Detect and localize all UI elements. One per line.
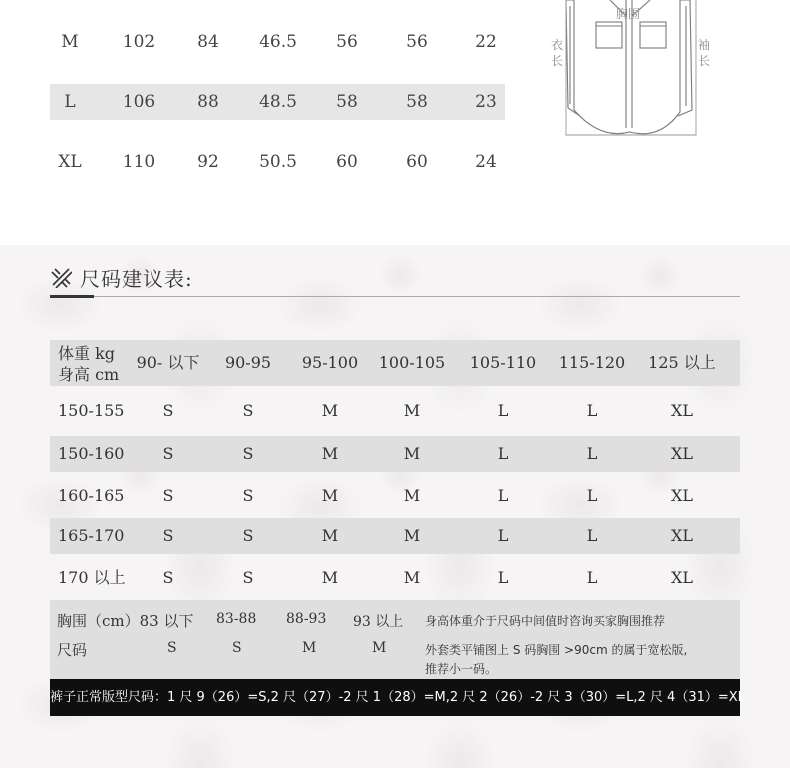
recommendation-row [50, 390, 740, 432]
measurement-cell: 92 [197, 152, 219, 172]
note-line-2: 外套类平铺图上 S 码胸围 >90cm 的属于宽松版, [425, 643, 688, 657]
size-cell: M [321, 526, 339, 545]
section-title [50, 262, 193, 292]
size-cell: L [497, 568, 509, 587]
weight-header: 105-110 [469, 353, 537, 372]
measurement-cell: 60 [336, 152, 358, 172]
measurement-cell: 58 [336, 92, 358, 112]
chest-size-value: M [372, 640, 387, 656]
size-cell: L [586, 486, 598, 505]
height-cell: 160-165 [58, 486, 125, 505]
measurement-section [0, 0, 790, 245]
chest-value: 93 以上 [353, 614, 404, 630]
measurement-cell: 88 [197, 92, 219, 112]
chest-size-value: S [167, 640, 177, 656]
size-cell: L [497, 444, 509, 463]
size-cell: L [64, 92, 76, 112]
size-cell: M [321, 568, 339, 587]
measurement-row [50, 24, 505, 60]
note-line-1: 身高体重介于尺码中间值时咨询买家胸围推荐 [425, 614, 666, 628]
size-cell: XL [670, 401, 693, 420]
measurement-cell: 110 [122, 152, 156, 172]
height-cell: 170 以上 [58, 568, 126, 587]
size-cell: M [403, 568, 421, 587]
size-cell: L [586, 444, 598, 463]
size-cell: S [242, 486, 254, 505]
size-label: 尺码 [57, 641, 88, 659]
size-cell: XL [670, 444, 693, 463]
size-cell: S [242, 401, 254, 420]
chest-label: 胸围 [616, 7, 641, 21]
size-cell: L [586, 568, 598, 587]
weight-header: 90-95 [224, 353, 272, 372]
chest-size-value: S [232, 640, 242, 656]
size-cell: S [162, 444, 174, 463]
chest-size-block [50, 600, 740, 679]
size-cell: S [162, 568, 174, 587]
measurement-cell: 60 [406, 152, 428, 172]
size-cell: M [403, 526, 421, 545]
header-height-label: 身高 cm [58, 365, 120, 384]
weight-header: 125 以上 [648, 353, 716, 372]
recommendation-row [50, 518, 740, 554]
note-line-3: 推荐小一码。 [425, 662, 498, 676]
sleeve-label-1: 袖 [698, 38, 711, 52]
weight-header: 90- 以下 [136, 353, 200, 372]
header-weight-label: 体重 kg [58, 344, 116, 363]
size-cell: S [242, 444, 254, 463]
size-cell: XL [58, 152, 82, 172]
sleeve-label-2: 长 [698, 54, 711, 68]
size-cell: S [162, 486, 174, 505]
measurement-row [50, 144, 505, 180]
height-cell: 165-170 [58, 526, 125, 545]
size-cell: M [403, 444, 421, 463]
weight-header: 100-105 [378, 353, 446, 372]
measurement-cell: 58 [406, 92, 428, 112]
size-cell: L [497, 486, 509, 505]
measurement-cell: 22 [475, 32, 497, 52]
measurement-cell: 102 [122, 32, 156, 52]
length-label-2: 长 [551, 54, 564, 68]
measurement-cell: 50.5 [259, 152, 297, 172]
title-text: 尺码建议表: [80, 266, 193, 291]
size-cell: L [586, 401, 598, 420]
measurement-cell: 106 [122, 92, 156, 112]
measurement-cell: 56 [336, 32, 358, 52]
weight-header: 95-100 [301, 353, 359, 372]
chest-value: 88-93 [286, 611, 327, 627]
length-label-1: 衣 [551, 38, 564, 52]
size-cell: XL [670, 568, 693, 587]
measurement-cell: 23 [475, 92, 497, 112]
measurement-row [50, 84, 505, 120]
measurement-cell: 56 [406, 32, 428, 52]
weight-header: 115-120 [558, 353, 626, 372]
title-accent-bar [50, 295, 94, 298]
recommendation-row [50, 436, 740, 472]
chest-value: 83-88 [216, 611, 257, 627]
recommendation-row [50, 478, 740, 514]
measurement-cell: 46.5 [259, 32, 297, 52]
size-cell: M [321, 444, 339, 463]
size-cell: S [242, 568, 254, 587]
measurement-cell: 24 [475, 152, 497, 172]
height-cell: 150-160 [58, 444, 125, 463]
size-cell: M [61, 32, 79, 52]
recommendation-header-row [50, 340, 740, 386]
size-cell: L [497, 526, 509, 545]
size-cell: M [403, 486, 421, 505]
size-cell: S [242, 526, 254, 545]
size-cell: S [162, 401, 174, 420]
size-cell: XL [670, 526, 693, 545]
chest-size-value: M [302, 640, 317, 656]
size-cell: L [586, 526, 598, 545]
ruler-pencil-icon [50, 266, 72, 288]
shirt-diagram [540, 0, 740, 140]
recommendation-row [50, 560, 740, 596]
pants-size-note: 裤子正常版型尺码：1 尺 9（26）=S,2 尺（27）-2 尺 1（28）=M,2 尺 2（26）-2 尺 3（30）=L,2 尺 4（31）=XL [50, 679, 740, 716]
size-cell: M [321, 486, 339, 505]
size-cell: XL [670, 486, 693, 505]
size-cell: L [497, 401, 509, 420]
measurement-cell: 48.5 [259, 92, 297, 112]
size-cell: S [162, 526, 174, 545]
size-cell: M [403, 401, 421, 420]
height-cell: 150-155 [58, 401, 125, 420]
size-cell: M [321, 401, 339, 420]
title-divider [50, 296, 740, 297]
chest-label: 胸围（cm）83 以下 [57, 612, 194, 630]
measurement-cell: 84 [197, 32, 219, 52]
